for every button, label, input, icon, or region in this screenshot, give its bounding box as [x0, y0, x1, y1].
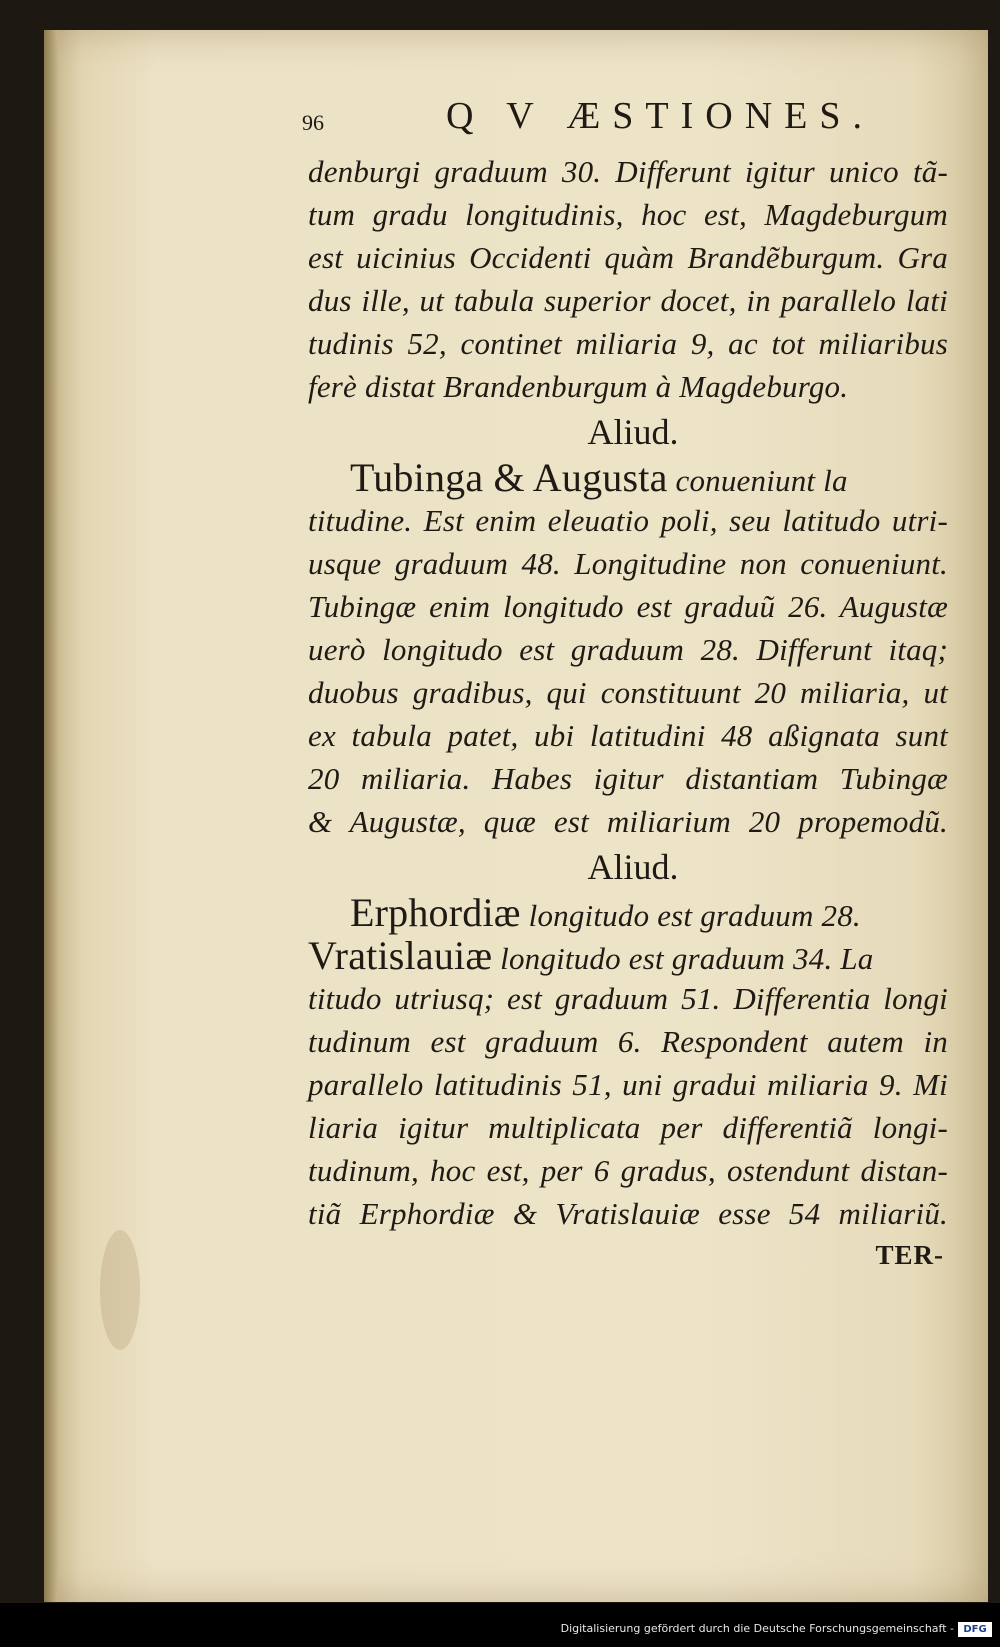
running-head: Q V ÆSTIONES.: [446, 95, 875, 137]
body-line: ex tabula patet, ubi latitudini 48 aßignata sunt: [308, 718, 948, 753]
body-line: denburgi graduum 30. Differunt igitur unico tã-: [308, 154, 948, 189]
footer-bar: [0, 1603, 1000, 1647]
page-number: 96: [302, 110, 324, 135]
body-line: tiã Erphordiæ & Vratislauiæ esse 54 miliariũ.: [308, 1196, 948, 1231]
lead-rest: conueniunt la: [675, 463, 848, 498]
body-line: tudinum est graduum 6. Respondent autem in: [308, 1024, 948, 1059]
body-line: ferè distat Brandenburgum à Magdeburgo.: [308, 369, 849, 404]
body-line: tum gradu longitudinis, hoc est, Magdeburgum: [308, 197, 948, 232]
body-line: parallelo latitudinis 51, uni gradui miliaria 9. Mi: [308, 1067, 948, 1102]
page-edge: [44, 30, 58, 1602]
catchword: TER-: [875, 1240, 944, 1270]
paper-stain: [100, 1230, 140, 1350]
section-lead-line: [308, 891, 948, 934]
lead-word: Vratislauiæ: [308, 933, 493, 978]
footer-credit: Digitalisierung gefördert durch die Deutsche Forschungsgemeinschaft -: [560, 1622, 954, 1635]
body-line: usque graduum 48. Longitudine non conueniunt.: [308, 546, 948, 581]
body-line: Tubingæ enim longitudo est graduũ 26. Augustæ: [308, 589, 948, 624]
body-line: liaria igitur multiplicata per differentiã longi-: [308, 1110, 948, 1145]
lead-rest: longitudo est graduum 28.: [528, 898, 861, 933]
body-line: tudinis 52, continet miliaria 9, ac tot miliaribus: [308, 326, 948, 361]
body-line: titudine. Est enim eleuatio poli, seu latitudo utri-: [308, 503, 948, 538]
text-block: [302, 88, 948, 1275]
body-line: est uicinius Occidenti quàm Brandẽburgum. Gra: [308, 240, 948, 275]
section-lead-line: [308, 456, 948, 499]
lead-word: Tubinga & Augusta: [350, 455, 668, 500]
lead-rest: longitudo est graduum 34. La: [500, 941, 874, 976]
section-heading: Aliud.: [587, 412, 679, 452]
body-line: duobus gradibus, qui constituunt 20 miliaria, ut: [308, 675, 948, 710]
page-header: [302, 88, 948, 150]
dfg-logo: DFG: [958, 1622, 992, 1637]
body-line: tudinum, hoc est, per 6 gradus, ostendunt distan-: [308, 1153, 948, 1188]
body-line: dus ille, ut tabula superior docet, in parallelo lati: [308, 283, 948, 318]
section-lead-line: [308, 934, 948, 977]
lead-word: Erphordiæ: [350, 890, 521, 935]
body-line: 20 miliaria. Habes igitur distantiam Tubingæ: [308, 761, 948, 796]
body-line: uerò longitudo est graduum 28. Differunt itaq;: [308, 632, 948, 667]
section-heading: Aliud.: [587, 847, 679, 887]
body-line: & Augustæ, quæ est miliarium 20 propemodũ.: [308, 804, 948, 839]
body-line: titudo utriusq; est graduum 51. Differentia longi: [308, 981, 948, 1016]
